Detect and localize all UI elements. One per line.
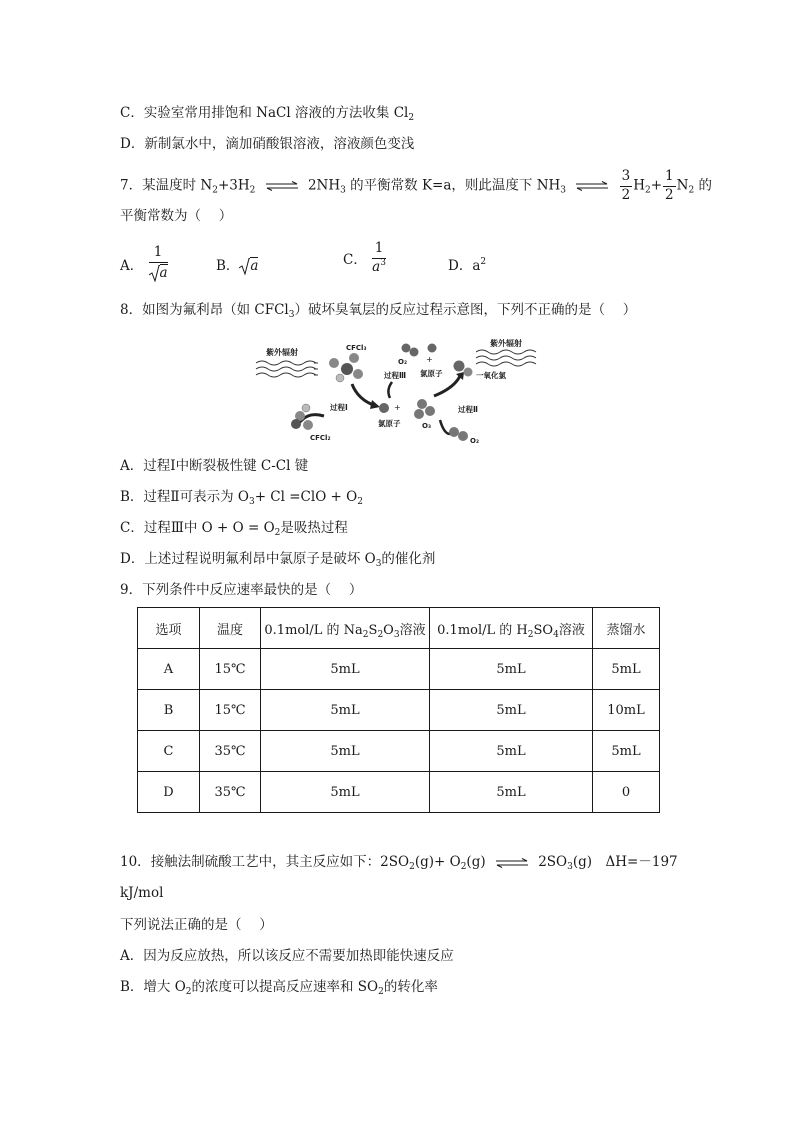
question-7-line2: 平衡常数为（ ） bbox=[120, 208, 233, 224]
o2-bottom-label: O₂ bbox=[470, 437, 480, 445]
cell-temperature: 35℃ bbox=[200, 731, 261, 772]
question-10-line2: kJ/mol bbox=[120, 885, 164, 901]
cell-na2s2o3: 5mL bbox=[261, 731, 430, 772]
chlorine-atom-label-bottom: 氯原子 bbox=[378, 419, 401, 428]
q10-option-b: B．增大 $O_2$的浓度可以提高反应速率和 $SO_2$的转化率 bbox=[120, 979, 438, 997]
cell-temperature: 35℃ bbox=[200, 772, 261, 813]
cell-option: A bbox=[138, 649, 200, 690]
arrow-icon bbox=[388, 382, 392, 398]
cell-na2s2o3: 5mL bbox=[261, 772, 430, 813]
cell-h2so4: 5mL bbox=[430, 690, 593, 731]
arrow-icon bbox=[302, 415, 324, 420]
o2-top-molecule-icon bbox=[402, 344, 419, 357]
table-row bbox=[138, 690, 660, 731]
table-row bbox=[138, 772, 660, 813]
reaction-rate-table bbox=[137, 607, 660, 813]
process-3-label: 过程Ⅲ bbox=[384, 371, 407, 380]
cell-water: 10mL bbox=[593, 690, 660, 731]
q8-option-d: D．上述过程说明氟利昂中氯原子是破坏 $O_3$的催化剂 bbox=[120, 551, 436, 569]
q7-c-fraction: $\frac{1}{a^3}$ bbox=[372, 240, 386, 275]
q7-option-c: C． $\frac{1}{a^3}$ bbox=[343, 240, 386, 275]
header-option: 选项 bbox=[138, 608, 200, 649]
chlorine-atom-icon bbox=[428, 344, 437, 353]
q7-option-a: A． $\frac{1}{a}$ bbox=[120, 244, 168, 281]
q7-option-b: B． a bbox=[216, 258, 259, 274]
header-h2so4: 0.1mol/L 的 $H_2SO_4$溶液 bbox=[430, 608, 593, 649]
fraction-one-half: $\frac{1}{2}$ bbox=[665, 168, 674, 203]
table-header-row bbox=[138, 608, 660, 649]
uv-label-right: 紫外辐射 bbox=[490, 339, 522, 348]
arrow-icon bbox=[434, 376, 460, 396]
q7-a-fraction: $\frac{1}{a}$ bbox=[149, 246, 168, 282]
header-distilled-water: 蒸馏水 bbox=[593, 608, 660, 649]
question-10-stem: 10．接触法制硫酸工艺中，其主反应如下：$2SO_2(g)+ O_2(g)$ $2SO_3(g)$ ΔH=－197 bbox=[120, 854, 678, 872]
equilibrium-arrow-icon bbox=[264, 181, 300, 191]
cfcl3-molecule-icon bbox=[329, 353, 363, 382]
o2-top-label: O₂ bbox=[398, 358, 408, 366]
uv-label-left: 紫外辐射 bbox=[266, 348, 298, 357]
header-temperature: 温度 bbox=[200, 608, 261, 649]
header-na2s2o3: 0.1mol/L 的 $Na_2S_2O_3$溶液 bbox=[261, 608, 430, 649]
option-d-top: D．新制氯水中，滴加硝酸银溶液，溶液颜色变浅 bbox=[120, 136, 415, 152]
equilibrium-arrow-icon bbox=[494, 858, 530, 868]
arrow-head-icon bbox=[370, 400, 380, 409]
fraction-three-halves: $\frac{3}{2}$ bbox=[621, 168, 631, 203]
o2-bottom-molecule-icon bbox=[449, 427, 468, 441]
cfcl3-label: CFCl₃ bbox=[346, 344, 367, 352]
o3-label: O₃ bbox=[422, 422, 432, 430]
cell-h2so4: 5mL bbox=[430, 731, 593, 772]
cell-temperature: 15℃ bbox=[200, 690, 261, 731]
cell-option: D bbox=[138, 772, 200, 813]
arrow-icon bbox=[440, 420, 450, 434]
q8-option-a: A．过程Ⅰ中断裂极性键 C-Cl 键 bbox=[120, 458, 309, 474]
question-10-line3: 下列说法正确的是（ ） bbox=[120, 917, 273, 933]
cfcl2-label: CFCl₂ bbox=[310, 434, 331, 442]
question-9-stem: 9．下列条件中反应速率最快的是（ ） bbox=[120, 582, 363, 598]
sqrt-icon bbox=[149, 265, 160, 282]
cell-h2so4: 5mL bbox=[430, 772, 593, 813]
clo-label: 一氧化氯 bbox=[476, 371, 506, 380]
uv-wave-right-icon bbox=[476, 350, 536, 366]
q8-option-b: B．过程Ⅱ可表示为 $O_3+ Cl =ClO + O_2$ bbox=[120, 489, 363, 507]
cell-na2s2o3: 5mL bbox=[261, 690, 430, 731]
cell-temperature: 15℃ bbox=[200, 649, 261, 690]
chlorine-atom-label-top: 氯原子 bbox=[420, 369, 443, 378]
table-row bbox=[138, 731, 660, 772]
ozone-depletion-diagram bbox=[254, 336, 544, 446]
question-7-stem: 7．某温度时 $N_2+3H_2$ $2NH_3$ 的平衡常数 K=a，则此温度下 $NH_3$ $\frac{3}{2}$ $H_2+$ $\frac{1}{2}$ $N_2$ 的 bbox=[120, 168, 712, 203]
q10-option-a: A．因为反应放热，所以该反应不需要加热即能快速反应 bbox=[120, 948, 454, 964]
cell-na2s2o3: 5mL bbox=[261, 649, 430, 690]
q7-option-d: D．$a^2$ bbox=[448, 257, 487, 274]
ozone-molecule-icon bbox=[414, 399, 435, 419]
process-2-label: 过程Ⅱ bbox=[458, 405, 478, 414]
equilibrium-arrow-icon bbox=[574, 181, 610, 191]
cell-water: 5mL bbox=[593, 649, 660, 690]
option-c-top: C．实验室常用排饱和 NaCl 溶液的方法收集 $Cl_2$ bbox=[120, 105, 415, 123]
plus-sign: + bbox=[394, 403, 401, 412]
question-8-stem: 8．如图为氟利昂（如 CFCl$_3$）破坏臭氧层的反应过程示意图，下列不正确的是（ ） bbox=[120, 302, 637, 320]
chlorine-atom-icon bbox=[379, 403, 389, 413]
sqrt-icon bbox=[239, 258, 250, 275]
q8-option-c: C．过程Ⅲ中 $O + O = O_2$是吸热过程 bbox=[120, 520, 348, 538]
cell-option: B bbox=[138, 690, 200, 731]
cell-h2so4: 5mL bbox=[430, 649, 593, 690]
uv-wave-left-icon bbox=[256, 361, 318, 377]
plus-sign: + bbox=[426, 355, 433, 364]
cell-water: 5mL bbox=[593, 731, 660, 772]
process-1-label: 过程Ⅰ bbox=[330, 403, 348, 412]
cell-water: 0 bbox=[593, 772, 660, 813]
table-row bbox=[138, 649, 660, 690]
cfcl2-molecule-icon bbox=[291, 404, 313, 430]
cell-option: C bbox=[138, 731, 200, 772]
